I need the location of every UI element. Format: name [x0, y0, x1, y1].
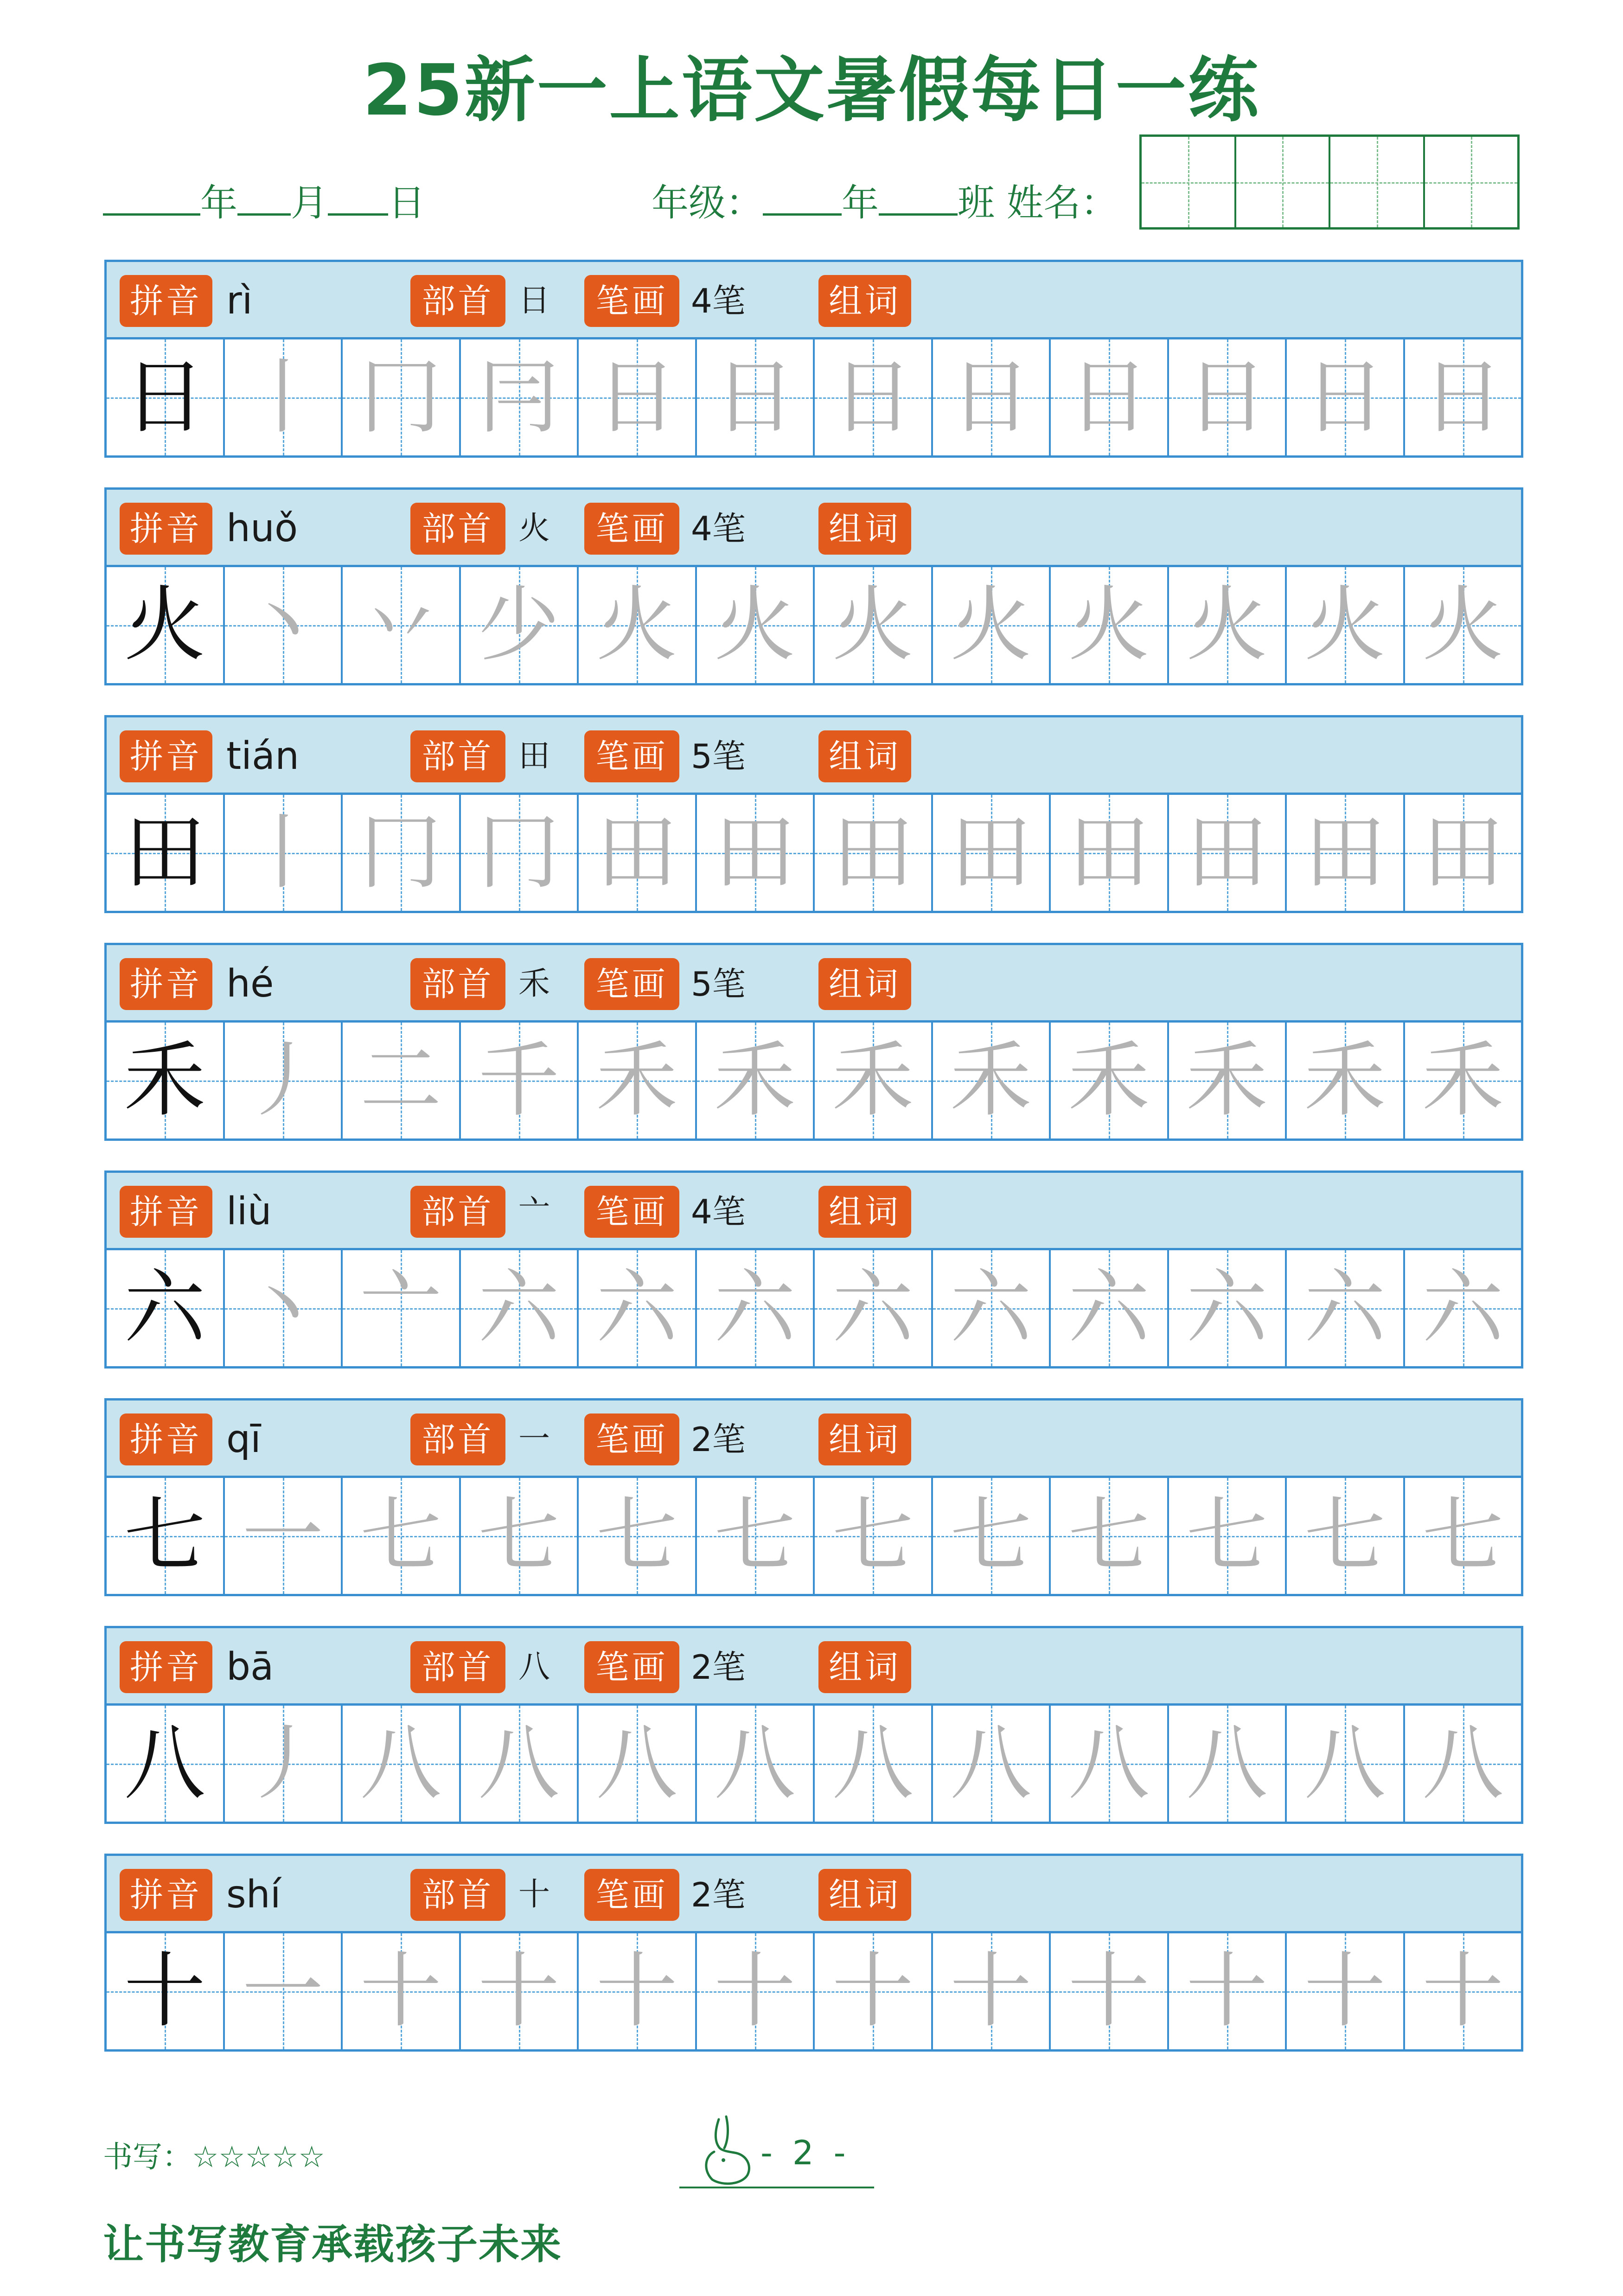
tracing-cell[interactable] — [1169, 795, 1287, 911]
tracing-character: 六 — [832, 1260, 914, 1356]
radical-value: 火 — [518, 510, 550, 547]
tracing-cell[interactable] — [225, 1706, 343, 1822]
tracing-cell[interactable] — [815, 1933, 933, 2049]
character-info-header — [104, 260, 1523, 339]
pinyin-value: tián — [226, 734, 300, 778]
model-character-cell — [107, 1706, 225, 1822]
model-character-cell — [107, 1933, 225, 2049]
tracing-character: 八 — [714, 1716, 796, 1811]
writing-grid — [104, 1933, 1523, 2052]
tracing-character: 一 — [242, 1488, 324, 1583]
strokes-tag: 笔画 — [584, 1413, 679, 1465]
tracing-cell[interactable] — [1051, 567, 1169, 683]
tracing-cell[interactable] — [1051, 1250, 1169, 1366]
tracing-cell[interactable] — [343, 339, 461, 455]
radical-value: 一 — [518, 1421, 550, 1458]
tracing-character: 六 — [1186, 1260, 1268, 1356]
tracing-character: 七 — [478, 1488, 560, 1583]
pinyin-tag: 拼音 — [120, 958, 212, 1010]
radical-tag: 部首 — [410, 1869, 505, 1921]
tracing-cell[interactable] — [697, 795, 815, 911]
tracing-cell[interactable] — [933, 1933, 1051, 2049]
tracing-character: 七 — [714, 1488, 796, 1583]
tracing-cell[interactable] — [697, 339, 815, 455]
tracing-character: 禾 — [714, 1033, 796, 1128]
character-block — [104, 260, 1523, 458]
tracing-cell[interactable] — [579, 795, 697, 911]
tracing-cell[interactable] — [815, 1478, 933, 1594]
grade-year-label: 年 — [842, 181, 879, 224]
tracing-character: 火 — [1304, 577, 1386, 672]
tracing-character: 田 — [714, 805, 796, 900]
tracing-character: 八 — [1186, 1716, 1268, 1811]
tracing-cell[interactable] — [1287, 1706, 1405, 1822]
tracing-character: 冂 — [360, 805, 442, 900]
character-info-header — [104, 1626, 1523, 1706]
name-cell[interactable] — [1425, 137, 1518, 227]
strokes-tag: 笔画 — [584, 1186, 679, 1238]
pinyin-value: hé — [226, 962, 274, 1006]
tracing-character: 禾 — [1304, 1033, 1386, 1128]
tracing-cell[interactable] — [225, 795, 343, 911]
tracing-cell[interactable] — [933, 567, 1051, 683]
tracing-cell[interactable] — [461, 1933, 579, 2049]
day-blank[interactable] — [328, 176, 388, 216]
tracing-character: 六 — [1068, 1260, 1150, 1356]
tracing-character: 火 — [1186, 577, 1268, 672]
model-character-cell — [107, 567, 225, 683]
tracing-character: 七 — [832, 1488, 914, 1583]
tracing-cell[interactable] — [1051, 1478, 1169, 1594]
tracing-character: 六 — [1422, 1260, 1504, 1356]
tracing-cell[interactable] — [1169, 1250, 1287, 1366]
tracing-character: 冃 — [478, 350, 560, 445]
tracing-character: 六 — [1304, 1260, 1386, 1356]
radical-tag: 部首 — [410, 503, 505, 555]
tracing-cell[interactable] — [225, 1250, 343, 1366]
character-block — [104, 1398, 1523, 1596]
tracing-character: 田 — [1186, 805, 1268, 900]
tracing-cell[interactable] — [815, 795, 933, 911]
tracing-character: 丨 — [242, 805, 324, 900]
words-tag[interactable]: 组词 — [818, 958, 911, 1010]
tracing-character: 日 — [1186, 350, 1268, 445]
character-block — [104, 1626, 1523, 1824]
tracing-cell[interactable] — [579, 1933, 697, 2049]
radical-value: 日 — [518, 282, 550, 319]
name-writing-grid[interactable] — [1139, 134, 1520, 230]
writing-grid — [104, 1023, 1523, 1141]
character-info-header — [104, 487, 1523, 567]
tracing-character: 田 — [1068, 805, 1150, 900]
tracing-character: 八 — [360, 1716, 442, 1811]
model-character: 禾 — [124, 1033, 206, 1128]
writing-grid — [104, 1706, 1523, 1824]
tracing-character: 一 — [242, 1944, 324, 2039]
strokes-value: 2笔 — [691, 1875, 746, 1914]
tracing-character: 六 — [478, 1260, 560, 1356]
slogan: 让书写教育承载孩子未来 — [103, 2220, 562, 2268]
tracing-character: 禾 — [1186, 1033, 1268, 1128]
tracing-cell[interactable] — [579, 1250, 697, 1366]
tracing-character: 丶 — [242, 577, 324, 672]
character-info-header — [104, 1170, 1523, 1250]
strokes-value: 4笔 — [691, 281, 746, 320]
tracing-cell[interactable] — [343, 1250, 461, 1366]
tracing-character: 八 — [1068, 1716, 1150, 1811]
words-tag[interactable]: 组词 — [818, 1641, 911, 1693]
tracing-cell[interactable] — [697, 1933, 815, 2049]
tracing-cell[interactable] — [461, 567, 579, 683]
tracing-character: 禾 — [1068, 1033, 1150, 1128]
tracing-cell[interactable] — [343, 795, 461, 911]
tracing-cell[interactable] — [697, 1706, 815, 1822]
tracing-cell[interactable] — [461, 795, 579, 911]
tracing-character: 日 — [714, 350, 796, 445]
page-number: - 2 - — [760, 2133, 850, 2172]
strokes-value: 4笔 — [691, 1192, 746, 1231]
tracing-character: 千 — [478, 1033, 560, 1128]
strokes-value: 4笔 — [691, 509, 746, 548]
model-character: 八 — [124, 1716, 206, 1811]
character-block — [104, 1854, 1523, 2052]
tracing-cell[interactable] — [1169, 339, 1287, 455]
writing-grid — [104, 1478, 1523, 1596]
rabbit-icon — [686, 2110, 760, 2189]
radical-value: 禾 — [518, 966, 550, 1002]
model-character: 日 — [124, 350, 206, 445]
words-tag[interactable]: 组词 — [818, 730, 911, 782]
pinyin-value: liù — [226, 1190, 272, 1234]
tracing-character: 丿 — [242, 1716, 324, 1811]
pinyin-tag: 拼音 — [120, 1413, 212, 1465]
tracing-cell[interactable] — [1287, 339, 1405, 455]
tracing-cell[interactable] — [1287, 1478, 1405, 1594]
character-info-header — [104, 1854, 1523, 1933]
tracing-cell[interactable] — [1169, 1706, 1287, 1822]
tracing-cell[interactable] — [933, 1706, 1051, 1822]
tracing-cell[interactable] — [1287, 795, 1405, 911]
tracing-cell[interactable] — [225, 339, 343, 455]
tracing-character: 田 — [832, 805, 914, 900]
writing-grid — [104, 339, 1523, 458]
pinyin-tag: 拼音 — [120, 503, 212, 555]
tracing-character: 冂 — [360, 350, 442, 445]
page-title: 25新一上语文暑假每日一练 — [363, 49, 1260, 131]
tracing-character: 田 — [1304, 805, 1386, 900]
radical-tag: 部首 — [410, 1186, 505, 1238]
class-label: 班 — [958, 181, 995, 224]
tracing-cell[interactable] — [1405, 1706, 1521, 1822]
writing-rating: 书写：☆☆☆☆☆ — [103, 2140, 325, 2174]
tracing-cell[interactable] — [343, 1933, 461, 2049]
tracing-cell[interactable] — [1051, 1933, 1169, 2049]
radical-value: 亠 — [518, 1193, 550, 1230]
day-label: 日 — [388, 181, 425, 224]
tracing-cell[interactable] — [697, 1023, 815, 1138]
tracing-cell[interactable] — [1405, 795, 1521, 911]
tracing-cell[interactable] — [815, 1023, 933, 1138]
tracing-cell[interactable] — [461, 1250, 579, 1366]
month-blank[interactable] — [237, 176, 291, 216]
strokes-tag: 笔画 — [584, 1641, 679, 1693]
tracing-character: 七 — [360, 1488, 442, 1583]
tracing-character: 十 — [478, 1944, 560, 2039]
strokes-value: 5笔 — [691, 737, 746, 776]
words-tag[interactable]: 组词 — [818, 275, 911, 327]
tracing-character: 日 — [832, 350, 914, 445]
tracing-character: 六 — [596, 1260, 678, 1356]
character-block — [104, 943, 1523, 1141]
tracing-character: 八 — [832, 1716, 914, 1811]
tracing-cell[interactable] — [579, 567, 697, 683]
tracing-cell[interactable] — [225, 1023, 343, 1138]
tracing-character: 十 — [1186, 1944, 1268, 2039]
tracing-character: 十 — [1068, 1944, 1150, 2039]
tracing-cell[interactable] — [1051, 795, 1169, 911]
tracing-character: 日 — [1422, 350, 1504, 445]
radical-tag: 部首 — [410, 1413, 505, 1465]
words-tag[interactable]: 组词 — [818, 1869, 911, 1921]
strokes-tag: 笔画 — [584, 503, 679, 555]
pinyin-value: rì — [226, 279, 253, 323]
tracing-character: 七 — [1422, 1488, 1504, 1583]
tracing-cell[interactable] — [1405, 1478, 1521, 1594]
tracing-character: 七 — [596, 1488, 678, 1583]
tracing-cell[interactable] — [933, 1023, 1051, 1138]
words-tag[interactable]: 组词 — [818, 1186, 911, 1238]
tracing-cell[interactable] — [697, 567, 815, 683]
tracing-character: 十 — [832, 1944, 914, 2039]
tracing-cell[interactable] — [225, 1478, 343, 1594]
tracing-cell[interactable] — [1405, 567, 1521, 683]
tracing-character: 七 — [1186, 1488, 1268, 1583]
pinyin-value: huǒ — [226, 506, 298, 550]
tracing-cell[interactable] — [815, 339, 933, 455]
tracing-cell[interactable] — [1287, 1023, 1405, 1138]
model-character: 十 — [124, 1944, 206, 2039]
strokes-value: 5笔 — [691, 965, 746, 1004]
tracing-cell[interactable] — [343, 1023, 461, 1138]
tracing-character: 二 — [360, 1033, 442, 1128]
tracing-character: 丨 — [242, 350, 324, 445]
tracing-cell[interactable] — [815, 1706, 933, 1822]
tracing-character: 火 — [832, 577, 914, 672]
tracing-cell[interactable] — [461, 1478, 579, 1594]
tracing-character: 八 — [1304, 1716, 1386, 1811]
tracing-cell[interactable] — [343, 567, 461, 683]
tracing-character: 七 — [1304, 1488, 1386, 1583]
strokes-tag: 笔画 — [584, 730, 679, 782]
tracing-character: 八 — [596, 1716, 678, 1811]
tracing-character: 丶 — [242, 1260, 324, 1356]
tracing-character: 丿 — [242, 1033, 324, 1128]
radical-value: 田 — [518, 738, 550, 774]
tracing-cell[interactable] — [933, 1478, 1051, 1594]
character-block — [104, 715, 1523, 913]
tracing-character: 日 — [1068, 350, 1150, 445]
tracing-character: 禾 — [832, 1033, 914, 1128]
character-info-header — [104, 943, 1523, 1023]
tracing-character: 日 — [596, 350, 678, 445]
tracing-cell[interactable] — [225, 567, 343, 683]
tracing-cell[interactable] — [579, 1023, 697, 1138]
words-tag[interactable]: 组词 — [818, 1413, 911, 1465]
tracing-character: 火 — [1068, 577, 1150, 672]
character-info-header — [104, 715, 1523, 795]
writing-grid — [104, 1250, 1523, 1369]
tracing-cell[interactable] — [1405, 1933, 1521, 2049]
model-character-cell — [107, 1023, 225, 1138]
pinyin-tag: 拼音 — [120, 1641, 212, 1693]
character-info-header — [104, 1398, 1523, 1478]
pinyin-tag: 拼音 — [120, 275, 212, 327]
tracing-cell[interactable] — [1051, 339, 1169, 455]
tracing-cell[interactable] — [1169, 1933, 1287, 2049]
tracing-character: 六 — [950, 1260, 1032, 1356]
writing-grid — [104, 567, 1523, 685]
year-label: 年 — [200, 181, 237, 224]
tracing-cell[interactable] — [1287, 1933, 1405, 2049]
page-number-underline — [679, 2187, 874, 2188]
name-cell[interactable] — [1330, 137, 1425, 227]
tracing-character: 亠 — [360, 1260, 442, 1356]
tracing-character: 日 — [1304, 350, 1386, 445]
model-character-cell — [107, 1478, 225, 1594]
tracing-cell[interactable] — [933, 1250, 1051, 1366]
pinyin-tag: 拼音 — [120, 730, 212, 782]
tracing-character: 田 — [1422, 805, 1504, 900]
tracing-cell[interactable] — [1051, 1706, 1169, 1822]
strokes-tag: 笔画 — [584, 1869, 679, 1921]
tracing-character: 禾 — [1422, 1033, 1504, 1128]
tracing-character: 七 — [950, 1488, 1032, 1583]
tracing-character: 十 — [714, 1944, 796, 2039]
strokes-tag: 笔画 — [584, 958, 679, 1010]
words-tag[interactable]: 组词 — [818, 503, 911, 555]
model-character-cell — [107, 339, 225, 455]
date-line — [103, 176, 425, 226]
radical-tag: 部首 — [410, 958, 505, 1010]
tracing-character: 火 — [714, 577, 796, 672]
tracing-character: 禾 — [596, 1033, 678, 1128]
writing-grid — [104, 795, 1523, 913]
tracing-cell[interactable] — [461, 339, 579, 455]
month-label: 月 — [291, 181, 328, 224]
pinyin-value: bā — [226, 1645, 274, 1689]
name-label: 姓名： — [1006, 181, 1118, 224]
tracing-character: 日 — [950, 350, 1032, 445]
tracing-cell[interactable] — [461, 1023, 579, 1138]
model-character: 田 — [124, 805, 206, 900]
name-cell[interactable] — [1236, 137, 1331, 227]
tracing-cell[interactable] — [1405, 1023, 1521, 1138]
tracing-character: 禾 — [950, 1033, 1032, 1128]
tracing-cell[interactable] — [225, 1933, 343, 2049]
tracing-character: 田 — [950, 805, 1032, 900]
tracing-cell[interactable] — [1405, 1250, 1521, 1366]
tracing-cell[interactable] — [1169, 567, 1287, 683]
tracing-character: 火 — [950, 577, 1032, 672]
tracing-character: 火 — [596, 577, 678, 672]
tracing-character: 七 — [1068, 1488, 1150, 1583]
radical-tag: 部首 — [410, 275, 505, 327]
strokes-tag: 笔画 — [584, 275, 679, 327]
tracing-cell[interactable] — [933, 795, 1051, 911]
radical-value: 八 — [518, 1649, 550, 1685]
tracing-cell[interactable] — [815, 567, 933, 683]
radical-tag: 部首 — [410, 1641, 505, 1693]
character-block — [104, 487, 1523, 685]
model-character: 六 — [124, 1260, 206, 1356]
character-block — [104, 1170, 1523, 1369]
tracing-cell[interactable] — [343, 1706, 461, 1822]
tracing-cell[interactable] — [1051, 1023, 1169, 1138]
model-character: 火 — [124, 577, 206, 672]
tracing-character: 八 — [478, 1716, 560, 1811]
tracing-cell[interactable] — [1287, 1250, 1405, 1366]
tracing-cell[interactable] — [343, 1478, 461, 1594]
grade-blank[interactable] — [763, 176, 842, 216]
tracing-cell[interactable] — [579, 1478, 697, 1594]
name-cell[interactable] — [1142, 137, 1236, 227]
tracing-cell[interactable] — [1405, 339, 1521, 455]
student-info-line — [652, 176, 1118, 226]
model-character: 七 — [124, 1488, 206, 1583]
tracing-character: 六 — [714, 1260, 796, 1356]
tracing-cell[interactable] — [815, 1250, 933, 1366]
strokes-value: 2笔 — [691, 1420, 746, 1459]
tracing-character: 火 — [1422, 577, 1504, 672]
class-blank[interactable] — [879, 176, 958, 216]
tracing-cell[interactable] — [579, 339, 697, 455]
grade-label: 年级： — [652, 181, 763, 224]
tracing-character: 十 — [1304, 1944, 1386, 2039]
tracing-cell[interactable] — [697, 1250, 815, 1366]
tracing-character: 丷 — [360, 577, 442, 672]
tracing-character: 少 — [478, 577, 560, 672]
tracing-cell[interactable] — [1169, 1023, 1287, 1138]
tracing-character: 十 — [360, 1944, 442, 2039]
pinyin-value: shí — [226, 1873, 281, 1917]
model-character-cell — [107, 795, 225, 911]
pinyin-tag: 拼音 — [120, 1869, 212, 1921]
tracing-character: 十 — [596, 1944, 678, 2039]
tracing-cell[interactable] — [697, 1478, 815, 1594]
tracing-cell[interactable] — [1287, 567, 1405, 683]
tracing-character: 十 — [1422, 1944, 1504, 2039]
pinyin-tag: 拼音 — [120, 1186, 212, 1238]
pinyin-value: qī — [226, 1417, 261, 1461]
tracing-cell[interactable] — [933, 339, 1051, 455]
tracing-character: 八 — [950, 1716, 1032, 1811]
tracing-character: 田 — [596, 805, 678, 900]
tracing-character: 十 — [950, 1944, 1032, 2039]
year-blank[interactable] — [103, 176, 200, 216]
tracing-character: 八 — [1422, 1716, 1504, 1811]
tracing-cell[interactable] — [461, 1706, 579, 1822]
model-character-cell — [107, 1250, 225, 1366]
tracing-cell[interactable] — [1169, 1478, 1287, 1594]
radical-tag: 部首 — [410, 730, 505, 782]
tracing-cell[interactable] — [579, 1706, 697, 1822]
strokes-value: 2笔 — [691, 1648, 746, 1687]
radical-value: 十 — [518, 1876, 550, 1913]
tracing-character: 冂 — [478, 805, 560, 900]
